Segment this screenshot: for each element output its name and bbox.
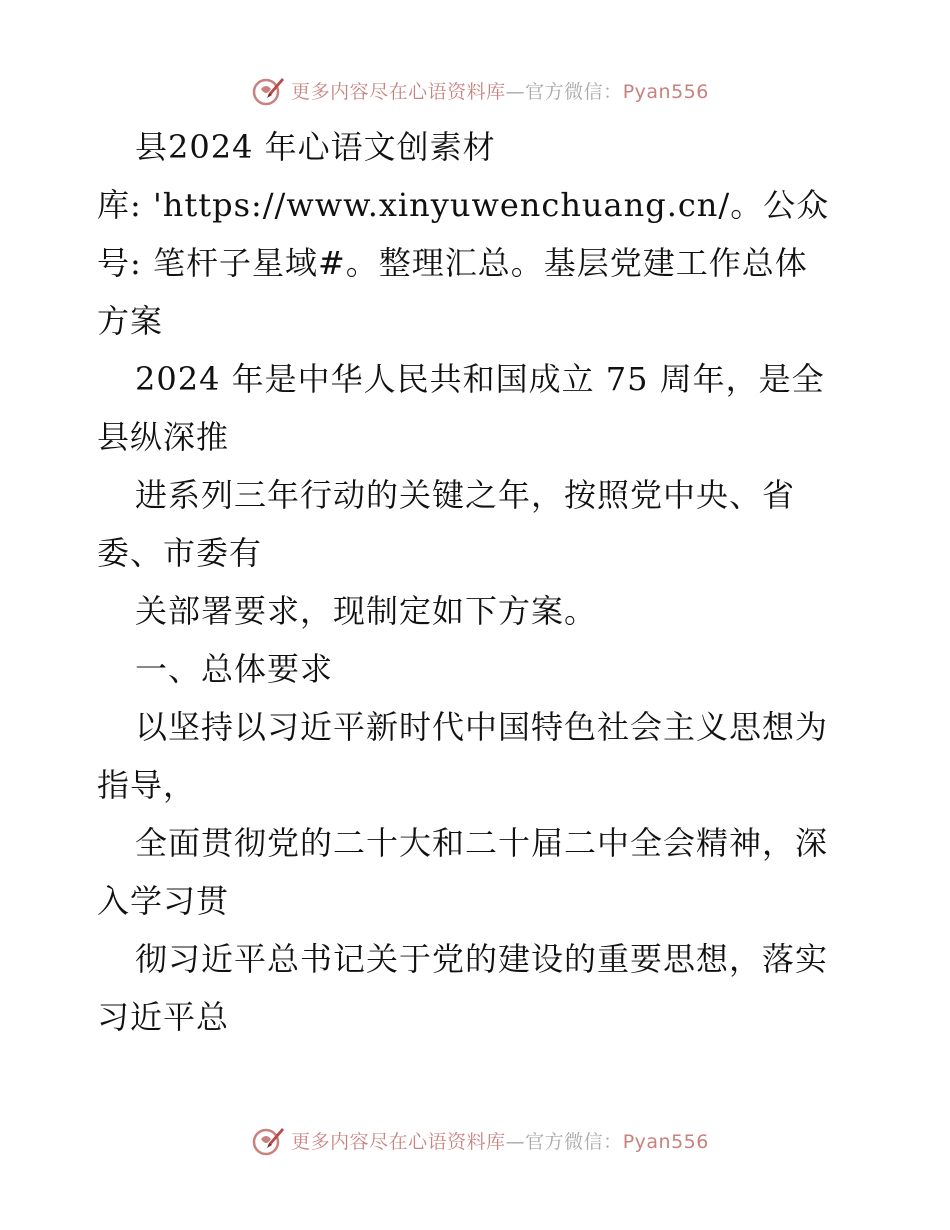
doc-line: 入学习贯 [97,882,230,920]
banner-wechat-label: 官方微信： [525,80,623,103]
doc-line: 习近平总 [97,998,230,1036]
doc-line: 指导， [97,766,197,804]
doc-line: 号: 笔杆子星域#。整理汇总。基层党建工作总体 [97,244,808,282]
doc-line: 委、市委有 [97,534,263,572]
banner-separator: — [505,80,526,103]
banner-wechat-id: Pyan556 [622,1130,709,1153]
doc-line: 2024 年是中华人民共和国成立 75 周年，是全 [135,360,825,398]
document-body [97,118,857,1046]
banner-wechat-id: Pyan556 [622,80,709,103]
section-heading: 一、总体要求 [135,650,334,688]
header-banner [0,70,950,110]
banner-main-text: 更多内容尽在心语资料库 [291,1130,506,1153]
doc-line: 全面贯彻党的二十大和二十届二中全会精神，深 [135,824,829,862]
doc-line: 进系列三年行动的关键之年，按照党中央、省 [135,476,796,514]
doc-line: 关部署要求，现制定如下方案。 [135,592,598,630]
doc-line: 县2024 年心语文创素材 [135,128,496,166]
doc-line: 以坚持以习近平新时代中国特色社会主义思想为 [135,708,829,746]
doc-line: 库: 'https://www.xinyuwenchuang.cn/。公众 [97,186,830,224]
heart-pen-logo-icon [251,1123,285,1157]
banner-separator: — [505,1130,526,1153]
doc-line: 方案 [97,302,164,340]
heart-pen-logo-icon [251,73,285,107]
banner-wechat-label: 官方微信： [525,1130,623,1153]
doc-line: 彻习近平总书记关于党的建设的重要思想，落实 [135,940,829,978]
doc-line: 县纵深推 [97,418,230,456]
footer-banner [0,1120,950,1160]
banner-main-text: 更多内容尽在心语资料库 [291,80,506,103]
